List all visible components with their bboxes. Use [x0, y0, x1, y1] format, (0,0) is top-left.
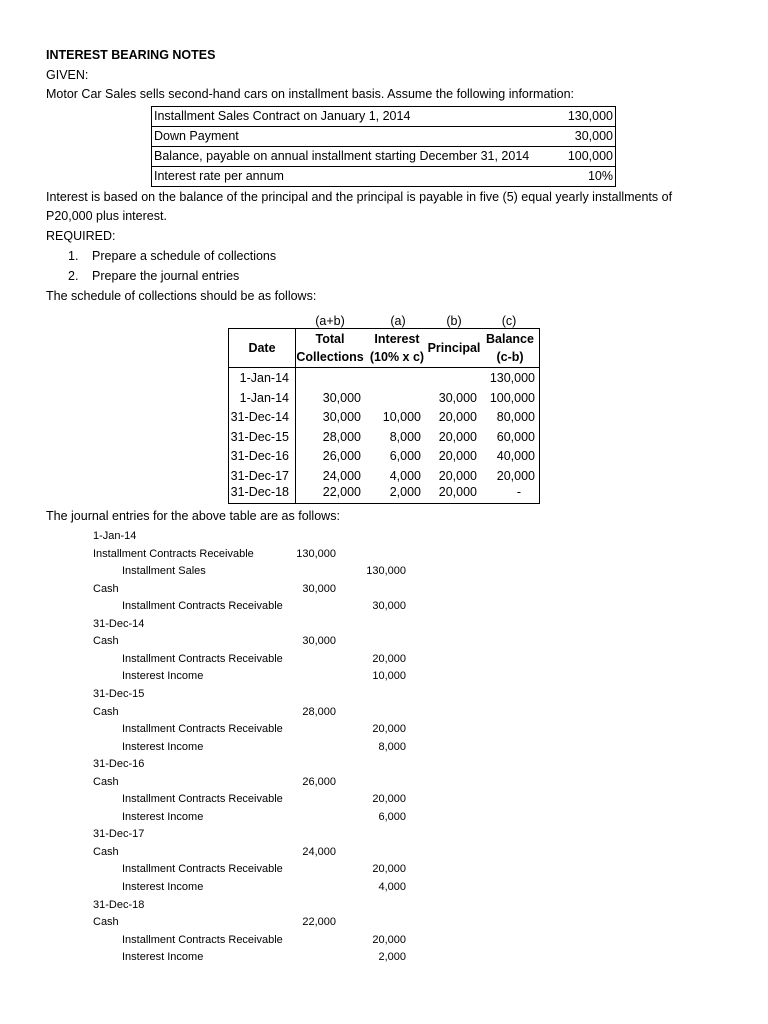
required-item: [68, 268, 239, 284]
table-row: [229, 389, 539, 409]
cell-date: 31-Dec-16: [230, 449, 289, 463]
cell-date: 31-Dec-17: [230, 468, 289, 483]
cell-principal: 20,000: [438, 485, 477, 499]
journal-credit-amount: 20,000: [372, 793, 406, 806]
journal-credit-amount: 130,000: [366, 565, 406, 578]
cell-interest: 8,000: [389, 429, 421, 444]
journal-debit-amount: 130,000: [296, 547, 336, 560]
cell-balance: 130,000: [489, 371, 535, 385]
journal-credit-account: Insterest Income: [122, 670, 204, 683]
given-value-cell: 10%: [587, 169, 613, 183]
required-item-text: Prepare a schedule of collections: [92, 249, 277, 263]
given-row: [152, 126, 615, 146]
header-principal: Principal: [427, 341, 481, 355]
cell-balance: 40,000: [496, 449, 535, 463]
required-item-number: 2.: [68, 269, 79, 283]
formula-header-balance: (c): [501, 314, 517, 328]
cell-principal: 20,000: [438, 410, 477, 424]
header-balance-1: Balance: [486, 332, 534, 346]
table-row: [229, 428, 539, 448]
header-balance-2: (c-b): [496, 350, 524, 364]
journal-credit-amount: 8,000: [378, 740, 406, 753]
cell-principal: 30,000: [438, 390, 477, 405]
cell-balance: -: [516, 485, 521, 499]
required-label: REQUIRED:: [46, 229, 116, 243]
given-label-cell: Balance, payable on annual installment starting December 31, 2014: [154, 149, 530, 163]
formula-header-interest: (a): [390, 314, 406, 328]
given-row: [152, 107, 615, 126]
schedule-table: [228, 328, 540, 504]
journal-credit-amount: 20,000: [372, 933, 406, 946]
given-value-cell: 30,000: [574, 129, 613, 143]
given-label-cell: Installment Sales Contract on January 1, 2014: [154, 109, 411, 123]
cell-balance: 60,000: [496, 429, 535, 444]
given-row: [152, 146, 615, 166]
journal-debit-account: Cash: [93, 635, 119, 648]
schedule-header: [229, 329, 539, 368]
journal-credit-account: Installment Contracts Receivable: [122, 600, 283, 613]
journal-date: 1-Jan-14: [93, 530, 137, 542]
cell-interest: 10,000: [382, 410, 421, 424]
cell-date: 31-Dec-14: [230, 410, 289, 424]
cell-date: 31-Dec-15: [230, 429, 289, 444]
journal-date: 31-Dec-16: [93, 758, 145, 771]
journal-credit-account: Insterest Income: [122, 740, 204, 753]
journal-debit-account: Cash: [93, 775, 119, 788]
header-interest-2: (10% x c): [369, 350, 425, 364]
cell-total: 28,000: [322, 429, 361, 444]
cell-interest: 2,000: [389, 485, 421, 499]
journal-debit-amount: 28,000: [302, 705, 336, 718]
intro-text: Motor Car Sales sells second-hand cars on installment basis. Assume the following information:: [46, 87, 575, 101]
journal-credit-account: Insterest Income: [122, 951, 204, 964]
header-date: Date: [248, 341, 276, 355]
table-row: [229, 369, 539, 389]
journal-credit-account: Installment Contracts Receivable: [122, 863, 283, 876]
journal-intro: The journal entries for the above table are as follows:: [46, 509, 340, 523]
cell-principal: 20,000: [438, 429, 477, 444]
given-table: [151, 106, 616, 187]
journal-credit-account: Insterest Income: [122, 810, 204, 823]
required-item: [68, 248, 276, 264]
journal-credit-account: Installment Contracts Receivable: [122, 933, 283, 946]
cell-balance: 20,000: [496, 468, 535, 483]
cell-date: 31-Dec-18: [230, 485, 289, 499]
cell-total: 30,000: [322, 410, 361, 424]
journal-debit-amount: 30,000: [302, 635, 336, 648]
cell-total: 26,000: [322, 449, 361, 463]
cell-interest: 6,000: [389, 449, 421, 463]
schedule-intro: The schedule of collections should be as follows:: [46, 289, 317, 303]
given-label: GIVEN:: [46, 68, 89, 82]
journal-debit-amount: 24,000: [302, 845, 336, 858]
given-label-cell: Interest rate per annum: [154, 169, 284, 183]
journal-debit-amount: 22,000: [302, 916, 336, 929]
cell-balance: 100,000: [489, 390, 535, 405]
given-label-cell: Down Payment: [154, 129, 239, 143]
journal-credit-amount: 20,000: [372, 652, 406, 665]
journal-debit-account: Cash: [93, 705, 119, 718]
interest-text-1: Interest is based on the balance of the principal and the principal is payable in five (5) equal yearly installments of: [46, 190, 673, 204]
journal-debit-account: Installment Contracts Receivable: [93, 547, 254, 560]
journal-credit-amount: 30,000: [372, 600, 406, 613]
journal-credit-account: Insterest Income: [122, 881, 204, 893]
interest-text-2: P20,000 plus interest.: [46, 209, 167, 223]
journal-credit-account: Installment Contracts Receivable: [122, 793, 283, 806]
journal-date: 31-Dec-18: [93, 898, 145, 911]
journal-debit-account: Cash: [93, 916, 119, 929]
table-row: [229, 447, 539, 467]
journal-credit-amount: 20,000: [372, 723, 406, 736]
cell-date: 1-Jan-14: [239, 390, 289, 405]
cell-balance: 80,000: [496, 410, 535, 424]
cell-total: 22,000: [322, 485, 361, 499]
cell-principal: 20,000: [438, 449, 477, 463]
journal-credit-amount: 4,000: [378, 881, 406, 893]
header-interest-1: Interest: [374, 332, 420, 346]
given-value-cell: 100,000: [567, 149, 613, 163]
journal-debit-account: Cash: [93, 582, 119, 595]
journal-credit-account: Installment Contracts Receivable: [122, 723, 283, 736]
journal-date: 31-Dec-15: [93, 687, 145, 700]
journal-credit-amount: 10,000: [372, 670, 406, 683]
table-row: [229, 483, 539, 503]
table-row: [229, 408, 539, 428]
given-row: [152, 166, 615, 186]
cell-total: 24,000: [322, 468, 361, 483]
required-item-number: 1.: [68, 249, 79, 263]
formula-header-principal: (b): [446, 314, 462, 328]
journal-date: 31-Dec-14: [93, 617, 145, 630]
header-total-2: Collections: [296, 350, 364, 364]
header-total-1: Total: [315, 332, 345, 346]
journal-debit-amount: 30,000: [302, 582, 336, 595]
journal-credit-account: Installment Contracts Receivable: [122, 652, 283, 665]
given-value-cell: 130,000: [567, 109, 613, 123]
journal-credit-amount: 20,000: [372, 863, 406, 876]
formula-header-total: (a+b): [315, 314, 345, 328]
cell-principal: 20,000: [438, 468, 477, 483]
cell-date: 1-Jan-14: [239, 371, 289, 385]
journal-date: 31-Dec-17: [93, 828, 145, 841]
journal-debit-amount: 26,000: [302, 775, 336, 788]
cell-interest: 4,000: [389, 468, 421, 483]
journal-credit-account: Installment Sales: [122, 565, 206, 578]
page-title: INTEREST BEARING NOTES: [46, 48, 216, 62]
journal-credit-amount: 2,000: [378, 951, 406, 964]
required-item-text: Prepare the journal entries: [92, 269, 240, 283]
journal-credit-amount: 6,000: [378, 810, 406, 823]
journal-debit-account: Cash: [93, 845, 119, 858]
cell-total: 30,000: [322, 390, 361, 405]
